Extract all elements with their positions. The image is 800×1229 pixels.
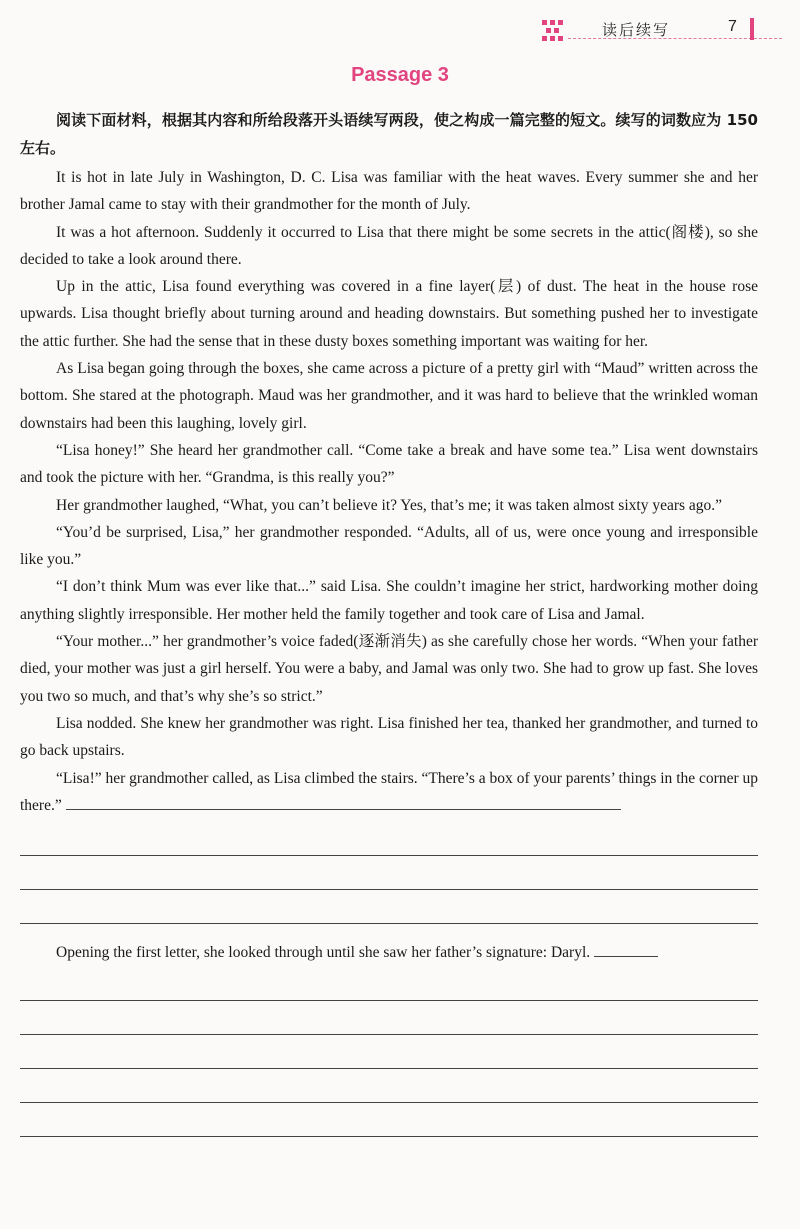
prompt-2-text: Opening the first letter, she looked through until she saw her father’s signature: Daryl.: [56, 944, 591, 962]
prompt-1-text: “Lisa!” her grandmother called, as Lisa climbed the stairs. “There’s a box of your parents’ things in the corner up there.”: [20, 769, 758, 814]
writing-line[interactable]: [20, 923, 758, 924]
story-paragraph-1: It is hot in late July in Washington, D. C. Lisa was familiar with the heat waves. Every summer she and her brother Jamal came to stay with their grandmother for the month of July.: [20, 169, 758, 214]
writing-line[interactable]: [20, 1136, 758, 1137]
story-paragraph-8: “I don’t think Mum was ever like that...” said Lisa. She couldn’t imagine her strict, hardworking mother doing anything slightly irresponsible. Her mother held the family together and took care of Lisa and Jamal.: [20, 578, 758, 623]
grid-logo-icon: [542, 20, 564, 42]
writing-line[interactable]: [20, 1102, 758, 1103]
page-header: [536, 14, 766, 44]
answer-blank-2[interactable]: [594, 955, 658, 957]
writing-line[interactable]: [20, 1068, 758, 1069]
passage-body: [20, 106, 758, 1137]
writing-line[interactable]: [20, 889, 758, 890]
story-paragraph-10: Lisa nodded. She knew her grandmother was right. Lisa finished her tea, thanked her grandmother, and turned to go back upstairs.: [20, 714, 758, 760]
story-paragraph-3: Up in the attic, Lisa found everything was covered in a fine layer(层) of dust. The heat in the house rose upwards. Lisa thought briefly about turning around and heading downstairs. But something pushed her to investigate the attic further. She had the sense that in these dusty boxes something important was waiting for her.: [20, 278, 758, 350]
section-title: 读后续写: [602, 21, 671, 39]
story-paragraph-7: “You’d be surprised, Lisa,” her grandmother responded. “Adults, all of us, were once young and irresponsible like you.”: [20, 523, 758, 569]
instruction-text: 阅读下面材料，根据其内容和所给段落开头语续写两段，使之构成一篇完整的短文。续写的词数应为 150 左右。: [20, 111, 758, 157]
answer-blank-1[interactable]: [66, 808, 621, 810]
story-paragraph-5: “Lisa honey!” She heard her grandmother call. “Come take a break and have some tea.” Lisa went downstairs and took the picture with her. “Grandma, is this really you?”: [20, 441, 758, 487]
story-paragraph-4: As Lisa began going through the boxes, she came across a picture of a pretty girl with “Maud” written across the bottom. She stared at the photograph. Maud was her grandmother, and it was hard to believe that the wrinkled woman downstairs had been this laughing, lovely girl.: [20, 360, 758, 432]
writing-line[interactable]: [20, 855, 758, 856]
story-paragraph-9: “Your mother...” her grandmother’s voice faded(逐渐消失) as she carefully chose her words. “When your father died, your mother was just a girl herself. You were a baby, and Jamal was only two. She had to grow up fast. She loves you two so much, and that’s why she’s so strict.”: [20, 633, 758, 705]
story-paragraph-6: Her grandmother laughed, “What, you can’t believe it? Yes, that’s me; it was taken almost sixty years ago.”: [56, 496, 723, 514]
header-accent-bar: [750, 18, 754, 40]
continuation-prompt-2: [20, 939, 758, 966]
page-number: 7: [728, 18, 737, 35]
story-paragraph-2: It was a hot afternoon. Suddenly it occurred to Lisa that there might be some secrets in the attic(阁楼), so she decided to take a look around there.: [20, 223, 758, 268]
continuation-prompt-1: [20, 765, 758, 820]
writing-line[interactable]: [20, 1000, 758, 1001]
writing-line[interactable]: [20, 1034, 758, 1035]
passage-title: Passage 3: [351, 64, 449, 86]
